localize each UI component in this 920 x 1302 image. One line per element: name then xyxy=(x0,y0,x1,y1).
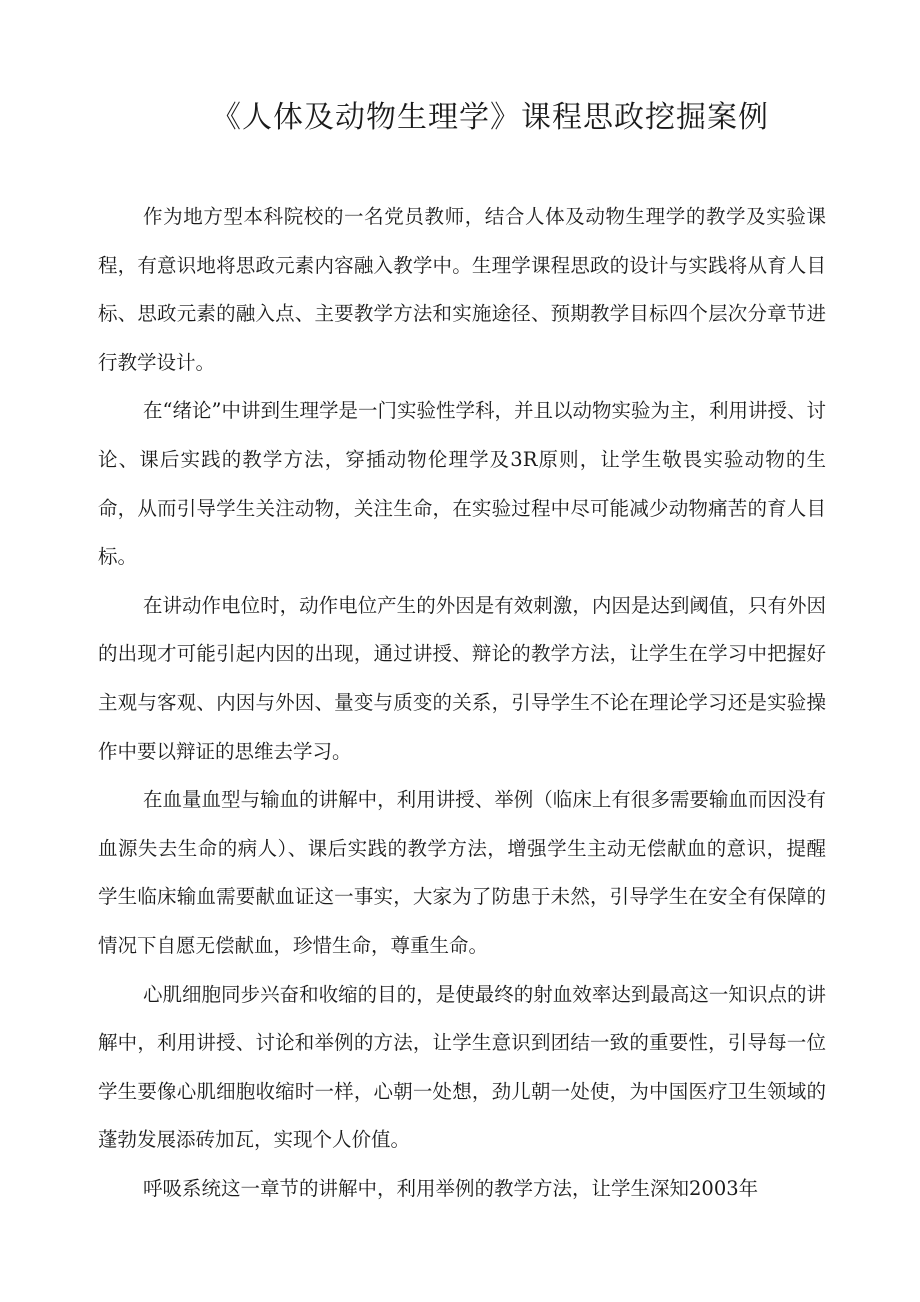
paragraph-action-potential: 在讲动作电位时，动作电位产生的外因是有效刺激，内因是达到阈值，只有外因的出现才可能引起内因的出现，通过讲授、辩论的教学方法，让学生在学习中把握好主观与客观、内因与外因、量变与质变的关系，引导学生不论在理论学习还是实验操作中要以辩证的思维去学习。 xyxy=(98,593,826,763)
paragraph-intro: 作为地方型本科院校的一名党员教师，结合人体及动物生理学的教学及实验课程，有意识地将思政元素内容融入教学中。生理学课程思政的设计与实践将从育人目标、思政元素的融入点、主要教学方法和实施途径、预期教学目标四个层次分章节进行教学设计。 xyxy=(98,205,826,374)
document-title: 《人体及动物生理学》课程思政挖掘案例 xyxy=(211,100,769,135)
paragraph-blood-transfusion: 在血量血型与输血的讲解中，利用讲授、举例（临床上有很多需要输血而因没有血源失去生命的病人）、课后实践的教学方法，增强学生主动无偿献血的意识，提醒学生临床输血需要献血证这一事实，大家为了防患于未然，引导学生在安全有保障的情况下自愿无偿献血，珍惜生命，尊重生命。 xyxy=(98,788,826,957)
document-body xyxy=(98,193,826,1213)
paragraph-cardiac-muscle: 心肌细胞同步兴奋和收缩的目的，是使最终的射血效率达到最高这一知识点的讲解中，利用讲授、讨论和举例的方法，让学生意识到团结一致的重要性，引导每一位学生要像心肌细胞收缩时一样，心朝一处想，劲儿朝一处使，为中国医疗卫生领域的蓬勃发展添砖加瓦，实现个人价值。 xyxy=(98,982,826,1152)
paragraph-introduction-chapter: 在“绪论”中讲到生理学是一门实验性学科，并且以动物实验为主，利用讲授、讨论、课后实践的教学方法，穿插动物伦理学及3R原则，让学生敬畏实验动物的生命，从而引导学生关注动物，关注生命，在实验过程中尽可能减少动物痛苦的育人目标。 xyxy=(98,399,826,569)
paragraph-respiratory-system: 呼吸系统这一章节的讲解中，利用举例的教学方法，让学生深知2003年 xyxy=(143,1176,759,1200)
